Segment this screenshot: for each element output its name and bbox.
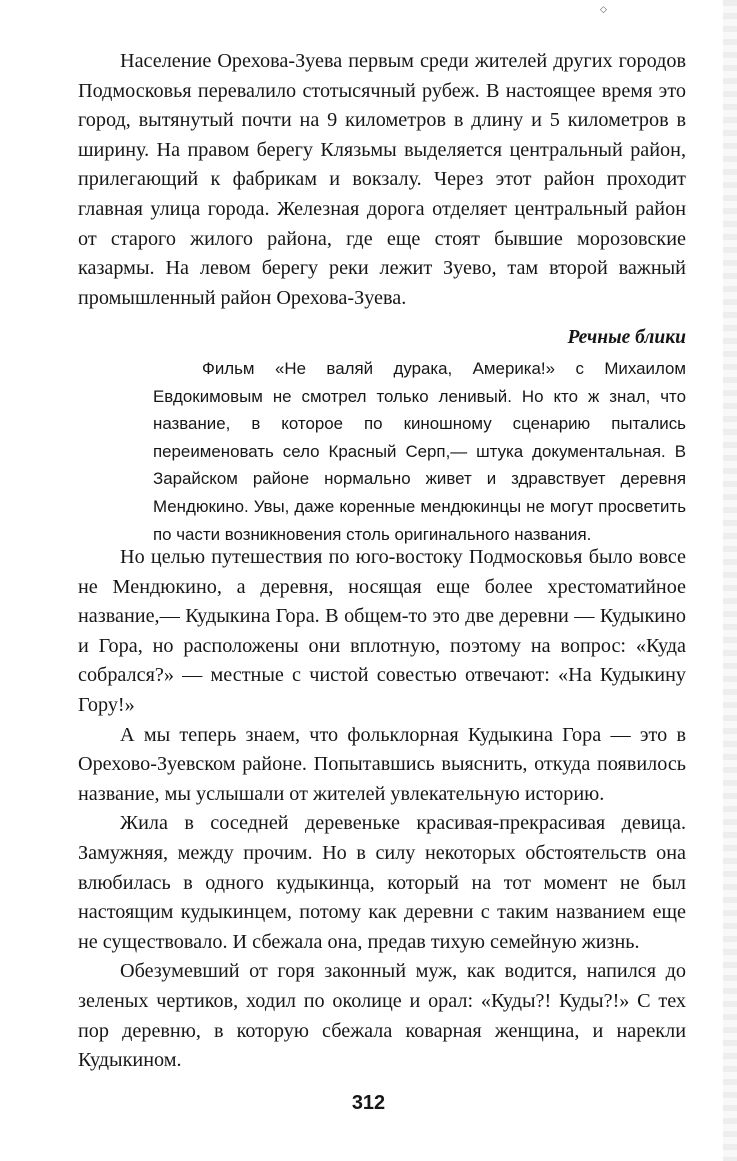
paragraph-5: Обезумевший от горя законный муж, как водится, напился до зеленых чертиков, ходил по околице и орал: «Куды?! Куды?!» С тех пор деревню, в которую сбежала коварная женщина, и нарекли Кудыкином. <box>78 960 686 1072</box>
inset-box <box>153 355 686 548</box>
page-number: 312 <box>351 1092 386 1114</box>
paragraph-3: А мы теперь знаем, что фольклорная Кудыкина Гора — это в Орехово-Зуевском районе. Попытавшись выяснить, откуда появилось название, мы услышали от жителей увлекательную историю. <box>78 723 686 805</box>
inset-text: Фильм «Не валяй дурака, Америка!» с Михаилом Евдокимовым не смотрел только ленивый. Но кто ж знал, что название, в которое по киношному сценарию пытались переименовать село Красный Серп,— штука документальная. В Зарайском районе нормально живет и здравствует деревня Мендюкино. Увы, даже коренные мендюкинцы не могут просветить по части возникновения столь оригинального названия. <box>153 359 686 544</box>
paragraph-1: Население Орехова-Зуева первым среди жителей других городов Подмосковья перевалило стотысячный рубеж. В настоящее время это город, вытянутый почти на 9 километров в длину и 5 километров в ширину. На правом берегу Клязьмы выделяется центральный район, прилегающий к фабрикам и вокзалу. Через этот район проходит главная улица города. Железная дорога отделяет центральный район от старого жилого района, где еще стоят бывшие морозовские казармы. На левом берегу реки лежит Зуево, там второй важный промышленный район Орехова-Зуева. <box>78 50 686 309</box>
scan-speck: ◇ <box>600 4 607 14</box>
scan-edge-shadow <box>723 0 737 1161</box>
paragraph-4: Жила в соседней деревеньке красивая-прекрасивая девица. Замужняя, между прочим. Но в силу некоторых обстоятельств она влюбилась в одного кудыкинца, который на тот момент не был настоящим кудыкинцем, потому как деревни с таким названием еще не существовало. И сбежала она, предав тихую семейную жизнь. <box>78 812 686 953</box>
section-heading: Речные блики <box>567 327 686 348</box>
paragraph-2: Но целью путешествия по юго-востоку Подмосковья было вовсе не Мендюкино, а деревня, носящая еще более хрестоматийное название,— Кудыкина Гора. В общем-то это две деревни — Кудыкино и Гора, но расположены они вплотную, поэтому на вопрос: «Куда собрался?» — местные с чистой совестью отвечают: «На Кудыкину Гору!» <box>78 546 686 716</box>
main-text-block <box>78 543 686 1076</box>
